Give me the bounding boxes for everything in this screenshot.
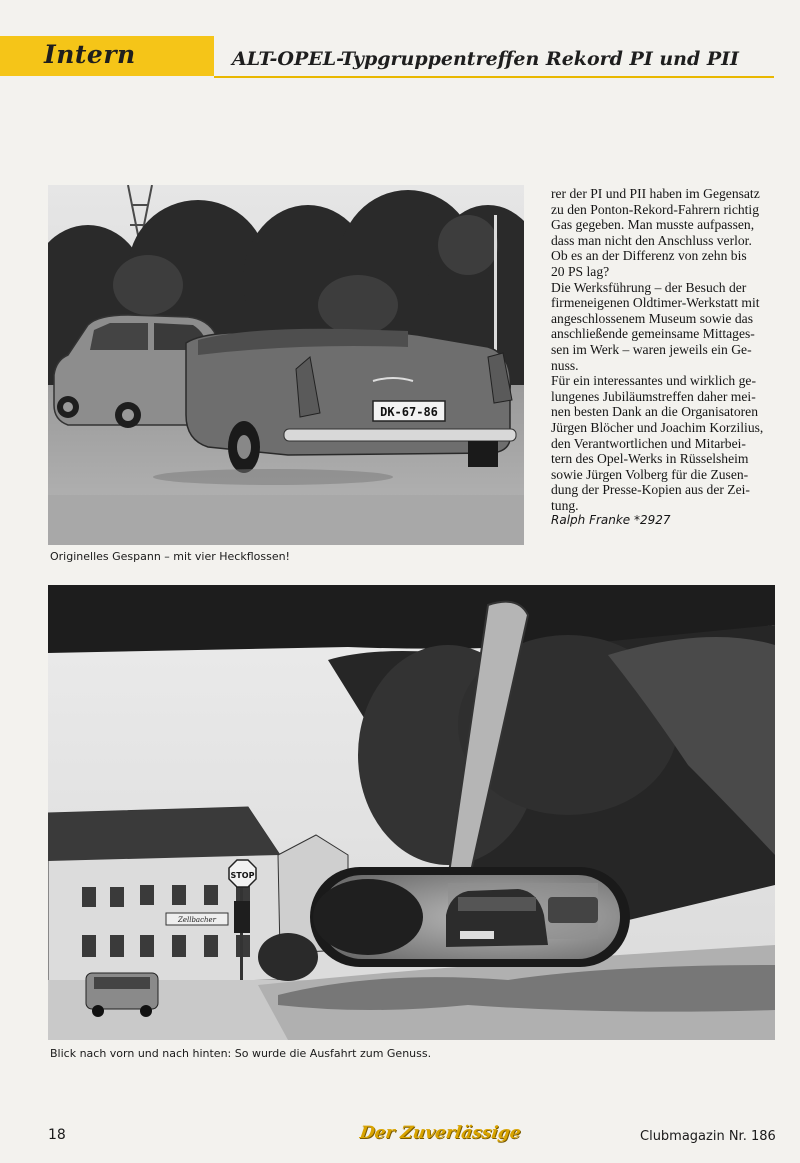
magazine-issue: Clubmagazin Nr. 186 <box>640 1129 776 1144</box>
article-line: den Verantwortlichen und Mitarbei- <box>551 435 746 451</box>
section-label: Intern <box>44 40 136 69</box>
photo-caption: Blick nach vorn und nach hinten: So wurde die Ausfahrt zum Genuss. <box>50 1047 432 1060</box>
article-line: anschließende gemeinsame Mittages- <box>551 326 755 342</box>
header-rule <box>214 76 774 78</box>
article-line: zu den Ponton-Rekord-Fahrern richtig <box>551 201 760 217</box>
article-line: sen im Werk – waren jeweils ein Ge- <box>551 341 752 357</box>
article-line: lungenes Jubiläumstreffen daher mei- <box>551 388 756 404</box>
page-number: 18 <box>48 1127 66 1143</box>
article-line: firmeneigenen Oldtimer-Werkstatt mit <box>551 295 760 311</box>
article-line: 20 PS lag? <box>551 263 610 279</box>
photo-mirror-view <box>48 585 775 1040</box>
photo-caption: Originelles Gespann – mit vier Heckflossen! <box>50 550 290 563</box>
article-line: tern des Opel-Werks in Rüsselsheim <box>551 451 749 467</box>
stop-sign-text: STOP <box>230 871 255 880</box>
article-line: Die Werksführung – der Besuch der <box>551 279 747 295</box>
article-line: dung der Presse-Kopien aus der Zei- <box>551 482 750 498</box>
article-line: dass man nicht den Anschluss verlor. <box>551 232 752 248</box>
article-author: Ralph Franke *2927 <box>551 513 671 528</box>
article-line: tung. <box>551 497 579 513</box>
article-line: rer der PI und PII haben im Gegensatz <box>551 186 760 201</box>
magazine-logo: Der Zuverlässige <box>358 1123 523 1143</box>
article-line: Für ein interessantes und wirklich ge- <box>551 373 756 389</box>
article-line: sowie Jürgen Volberg für die Zusen- <box>551 466 749 482</box>
article-line: Jürgen Blöcher und Joachim Korzilius, <box>551 419 764 435</box>
article-text <box>551 186 781 529</box>
page-title: ALT-OPEL-Typgruppentreffen Rekord PI und PII <box>232 48 739 70</box>
building-sign: Zellbacher <box>177 916 217 924</box>
license-plate: DK-67-86 <box>380 405 438 419</box>
article-line: nen besten Dank an die Organisatoren <box>551 404 758 420</box>
article-line: nuss. <box>551 357 579 373</box>
article-line: angeschlossenem Museum sowie das <box>551 310 753 326</box>
article-line: Ob es an der Differenz von zehn bis <box>551 248 747 264</box>
photo-car-trailer <box>48 185 524 545</box>
article-line: Gas gegeben. Man musste aufpassen, <box>551 217 755 233</box>
